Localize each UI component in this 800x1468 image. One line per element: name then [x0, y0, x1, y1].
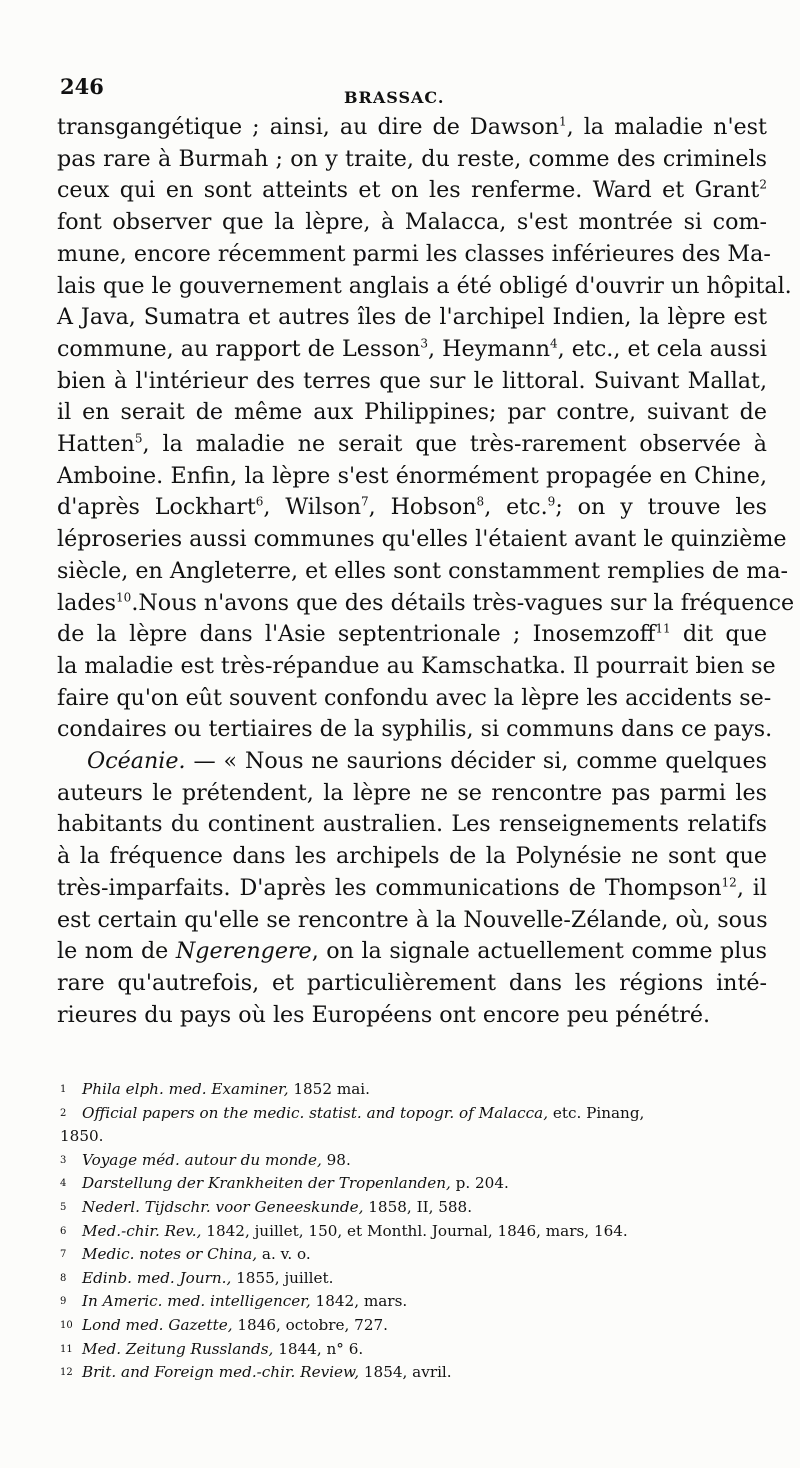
footnote: 7 Medic. notes or China, a. v. o.	[60, 1245, 311, 1264]
footnote-continuation: 1850.	[60, 1127, 104, 1146]
footnote: 5 Nederl. Tijdschr. voor Geneeskunde, 1858, II, 588.	[60, 1197, 473, 1216]
footnote: 4 Darstellung der Krankheiten der Tropenlanden, p. 204.	[60, 1174, 509, 1193]
footnote-marker: 10	[116, 590, 132, 605]
text-line: léproseries aussi communes qu'elles l'étaient avant le quinzième	[57, 526, 787, 553]
footnote-marker: 4	[550, 336, 558, 351]
text-line: commune, au rapport de Lesson$^3$, Heymann$^4$, etc., et cela aussi	[57, 335, 768, 362]
main-text	[57, 112, 795, 1031]
footnote: 3 Voyage méd. autour du monde, 98.	[60, 1150, 351, 1169]
text-line: à la fréquence dans les archipels de la Polynésie ne sont que	[57, 843, 767, 870]
text-line: auteurs le prétendent, la lèpre ne se rencontre pas parmi les	[57, 779, 767, 806]
text-line: lais que le gouvernement anglais a été obligé d'ouvrir un hôpital.	[57, 272, 792, 299]
page-number: 246	[60, 74, 104, 99]
section-start-line: Océanie. — « Nous ne saurions décider si, comme quelques	[87, 748, 767, 775]
text-line: pas rare à Burmah ; on y traite, du reste, comme des criminels	[57, 145, 767, 172]
text-line: Hatten$^5$, la maladie ne serait que très-rarement observée à	[57, 431, 767, 458]
text-line: faire qu'on eût souvent confondu avec la lèpre les accidents se-	[57, 684, 772, 711]
text-line: est certain qu'elle se rencontre à la Nouvelle-Zélande, où, sous	[57, 906, 768, 933]
text-line: très-imparfaits. D'après les communications de Thompson$^{12}$, il	[57, 874, 767, 901]
text-line: d'après Lockhart$^6$, Wilson$^7$, Hobson$^8$, etc.$^9$; on y trouve les	[57, 494, 767, 521]
text-line: rieures du pays où les Européens ont encore peu pénétré.	[57, 1001, 711, 1028]
footnote: 12 Brit. and Foreign med.-chir. Review, 1854, avril.	[60, 1363, 452, 1382]
text-line: de la lèpre dans l'Asie septentrionale ; Inosemzoff$^{11}$ dit que	[57, 621, 767, 648]
footnote: 1 Phila elph. med. Examiner, 1852 mai.	[60, 1080, 370, 1098]
footnote-marker: 3	[420, 336, 428, 351]
text-line: le nom de Ngerengere, on la signale actuellement comme plus	[57, 938, 767, 965]
text-line: A Java, Sumatra et autres îles de l'archipel Indien, la lèpre est	[57, 304, 767, 331]
footnote-marker: 9	[547, 495, 556, 510]
text-line: siècle, en Angleterre, et elles sont constamment remplies de ma-	[57, 557, 789, 584]
footnote-marker: 6	[255, 495, 264, 510]
text-line: font observer que la lèpre, à Malacca, s'est montrée si com-	[57, 209, 767, 236]
footnote-marker: 8	[476, 495, 485, 510]
footnote-marker: 7	[361, 495, 369, 510]
text-line: transgangétique ; ainsi, au dire de Dawson$^1$, la maladie n'est	[57, 114, 767, 140]
running-head: BRASSAC.	[344, 88, 445, 107]
text-line: habitants du continent australien. Les renseignements relatifs	[57, 811, 767, 838]
footnote-marker: 11	[655, 621, 671, 636]
footnote: 11 Med. Zeitung Russlands, 1844, n° 6.	[60, 1339, 364, 1358]
text-line: Amboine. Enfin, la lèpre s'est énormément propagée en Chine,	[57, 462, 767, 489]
footnote-marker: 5	[134, 431, 143, 446]
footnote-marker: 2	[759, 178, 767, 193]
footnote: 10 Lond med. Gazette, 1846, octobre, 727.	[60, 1315, 389, 1334]
text-line: ceux qui en sont atteints et on les renferme. Ward et Grant$^2$	[57, 177, 767, 204]
footnote: 9 In Americ. med. intelligencer, 1842, mars.	[60, 1292, 408, 1311]
footnotes	[60, 1078, 766, 1385]
section-heading: Océanie.	[87, 748, 186, 775]
footnote: 2 Official papers on the medic. statist. and topogr. of Malacca, etc. Pinang,	[60, 1103, 645, 1122]
text-line: la maladie est très-répandue au Kamschatka. Il pourrait bien se	[57, 652, 776, 679]
footnote-marker: 12	[721, 875, 737, 890]
text-line: lades$^{10}$.Nous n'avons que des détails très-vagues sur la fréquence	[57, 589, 795, 616]
text-line: bien à l'intérieur des terres que sur le littoral. Suivant Mallat,	[57, 367, 767, 394]
text-line: condaires ou tertiaires de la syphilis, si communs dans ce pays.	[57, 716, 773, 743]
text-line: rare qu'autrefois, et particulièrement dans les régions inté-	[57, 969, 767, 996]
footnote: 8 Edinb. med. Journ., 1855, juillet.	[60, 1268, 334, 1287]
footnote-marker: 1	[558, 114, 567, 129]
footnote: 6 Med.-chir. Rev., 1842, juillet, 150, et Monthl. Journal, 1846, mars, 164.	[60, 1221, 628, 1240]
text-line: il en serait de même aux Philippines; par contre, suivant de	[57, 399, 767, 426]
text-line: mune, encore récemment parmi les classes inférieures des Ma-	[57, 240, 771, 267]
